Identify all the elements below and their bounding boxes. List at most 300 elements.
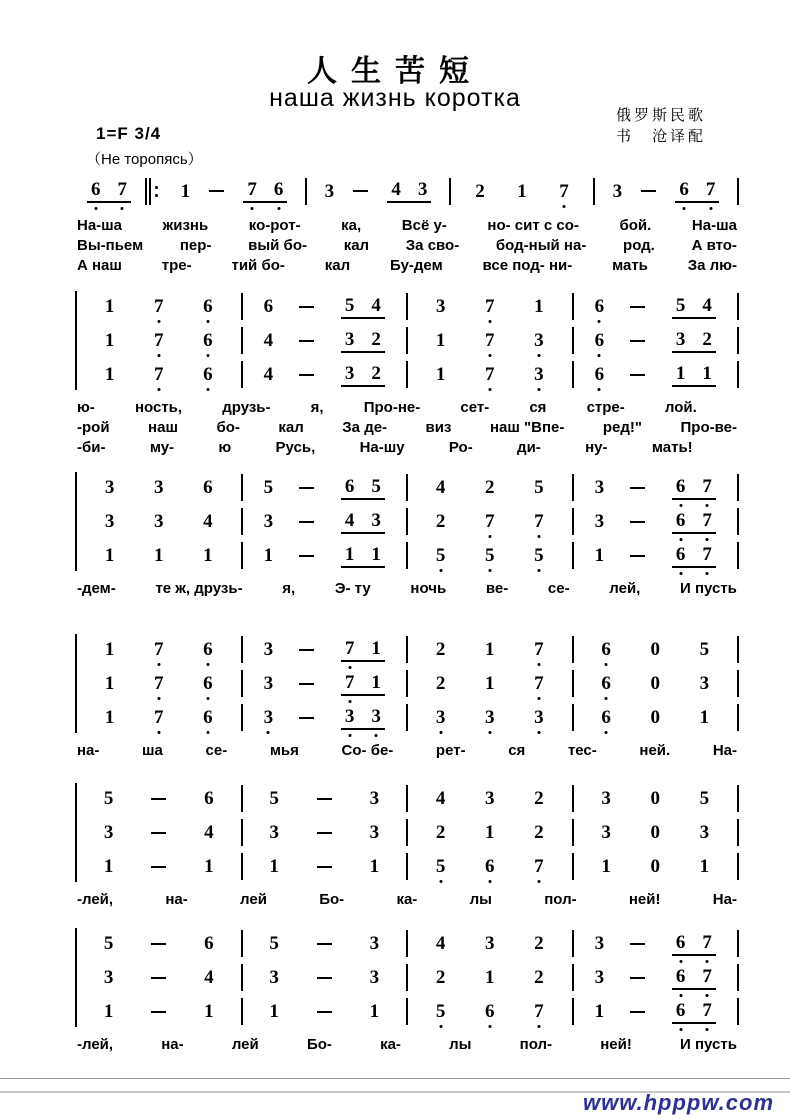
note: 4	[702, 294, 712, 316]
low-octave-dot	[679, 994, 682, 997]
barline	[737, 704, 739, 731]
low-octave-dot	[375, 734, 378, 737]
voice-row	[77, 540, 739, 571]
note: 7	[534, 856, 544, 877]
note: 7	[154, 296, 164, 317]
note: 4	[263, 330, 274, 351]
note: 7	[702, 544, 712, 565]
lyrics-block	[75, 580, 739, 600]
note: 1	[601, 856, 611, 877]
lyric-syllable: А наш	[77, 257, 122, 274]
measure	[408, 673, 572, 694]
low-octave-dot	[206, 731, 209, 734]
low-octave-dot	[157, 320, 160, 323]
voice-rows	[75, 928, 739, 1027]
low-octave-dot	[157, 697, 160, 700]
barline	[737, 474, 739, 501]
low-octave-dot	[488, 731, 491, 734]
low-octave-dot	[679, 960, 682, 963]
note: 2	[435, 511, 446, 532]
note: 3	[263, 639, 274, 660]
lyrics-row	[75, 237, 739, 257]
low-octave-dot	[537, 535, 540, 538]
lyrics-row	[75, 257, 739, 277]
low-octave-dot	[94, 207, 97, 210]
lyrics-row	[75, 580, 739, 600]
watermark: www.hpppw.com	[582, 1090, 774, 1115]
measure	[77, 364, 241, 385]
measure	[243, 1001, 407, 1022]
duration-dash	[299, 649, 314, 651]
note: 4	[435, 933, 446, 954]
note: 1	[484, 822, 495, 843]
low-octave-dot	[206, 354, 209, 357]
lyric-syllable: се-	[547, 580, 570, 597]
duration-dash	[317, 866, 332, 868]
note: 7	[534, 511, 544, 532]
duration-dash	[630, 340, 645, 342]
note: 7	[485, 296, 495, 317]
measure	[408, 639, 572, 660]
note: 6	[595, 364, 605, 385]
note: 3	[371, 706, 381, 727]
note: 3	[345, 706, 355, 727]
duration-dash	[299, 555, 314, 557]
lyric-syllable: лей,	[609, 580, 641, 597]
credits	[616, 105, 706, 147]
lyric-syllable: мья	[269, 742, 299, 759]
lyric-syllable: ю-	[77, 399, 95, 416]
beamed-note-group	[672, 1000, 716, 1024]
note: 0	[650, 639, 660, 660]
duration-dash	[151, 866, 166, 868]
measure	[77, 330, 241, 351]
note: 2	[534, 967, 544, 988]
measure	[243, 476, 407, 500]
lyric-syllable: лы	[469, 891, 492, 908]
low-octave-dot	[537, 697, 540, 700]
note: 7	[706, 179, 716, 200]
voice-row	[77, 702, 739, 733]
note: 5	[269, 788, 279, 809]
note: 1	[103, 856, 114, 877]
low-octave-dot	[537, 388, 540, 391]
low-octave-dot	[679, 572, 682, 575]
low-octave-dot	[157, 388, 160, 391]
note: 3	[324, 180, 335, 202]
beamed-note-group	[672, 510, 716, 534]
system-4	[75, 634, 739, 762]
credit-translator: 书 沧译配	[615, 127, 706, 145]
lyric-syllable: И пусть	[680, 580, 737, 597]
duration-dash	[317, 798, 332, 800]
measure	[574, 707, 738, 728]
note: 4	[263, 364, 274, 385]
lyric-syllable: тес-	[567, 742, 597, 759]
tempo-marking: （Не торопясь）	[86, 151, 203, 168]
duration-dash	[151, 832, 166, 834]
note: 1	[269, 856, 279, 877]
barline	[737, 361, 739, 388]
lyric-syllable: На-ша	[77, 217, 123, 234]
voice-row	[77, 325, 739, 356]
note: 6	[204, 933, 214, 954]
low-octave-dot	[206, 388, 209, 391]
low-octave-dot	[488, 354, 491, 357]
note: 7	[702, 510, 712, 531]
note: 3	[699, 673, 710, 694]
repeat-dot	[155, 186, 158, 189]
note: 6	[203, 364, 213, 385]
low-octave-dot	[277, 207, 280, 210]
note: 3	[594, 477, 605, 498]
note: 6	[203, 639, 213, 660]
note: 3	[601, 822, 611, 843]
lyric-syllable: -лей,	[77, 891, 114, 908]
duration-dash	[151, 1011, 166, 1013]
note: 7	[154, 707, 164, 728]
note: 3	[153, 511, 164, 532]
note: 5	[485, 545, 495, 566]
note: 1	[371, 637, 381, 659]
note: 3	[484, 788, 495, 809]
low-octave-dot	[488, 880, 491, 883]
note: 3	[104, 511, 115, 532]
beamed-note-group	[341, 476, 385, 500]
measure	[408, 296, 572, 317]
note: 1	[484, 639, 495, 660]
beamed-note-group	[672, 476, 716, 500]
lyric-syllable: я,	[282, 580, 296, 597]
lyric-syllable: Со- бе-	[341, 742, 394, 759]
measure	[243, 295, 407, 319]
lyric-syllable: Про-ве-	[680, 419, 737, 436]
note: 1	[104, 673, 115, 694]
note: 3	[369, 788, 380, 809]
measure	[243, 544, 407, 568]
low-octave-dot	[439, 880, 442, 883]
note: 3	[103, 822, 114, 843]
note: 3	[104, 477, 115, 498]
note: 6	[485, 856, 495, 877]
note: 1	[435, 364, 446, 385]
note: 6	[676, 544, 686, 565]
note: 4	[371, 294, 381, 316]
low-octave-dot	[605, 697, 608, 700]
note: 4	[344, 509, 355, 531]
lyric-syllable: жизнь	[162, 217, 209, 234]
note: 0	[650, 822, 660, 843]
note: 1	[534, 296, 544, 317]
system-3	[75, 472, 739, 600]
title-russian: наша жизнь коротка	[269, 84, 521, 112]
repeat-line	[145, 178, 147, 205]
lyric-syllable: Всё у-	[401, 217, 447, 234]
low-octave-dot	[706, 572, 709, 575]
measure	[77, 296, 241, 317]
note: 6	[676, 932, 686, 953]
measure	[243, 363, 407, 387]
key-signature: 1=F 3/4	[96, 124, 162, 143]
lyric-syllable: ну-	[585, 439, 608, 456]
beamed-note-group	[672, 295, 716, 319]
low-octave-dot	[348, 666, 351, 669]
note: 7	[154, 639, 164, 660]
system-5	[75, 783, 739, 911]
note: 3	[534, 707, 544, 728]
lyric-syllable: За де-	[342, 419, 388, 436]
low-octave-dot	[537, 880, 540, 883]
repeat-dots	[155, 186, 158, 197]
measure	[595, 179, 737, 203]
barline	[737, 853, 739, 880]
note: 3	[269, 967, 279, 988]
note: 3	[484, 933, 495, 954]
note: 3	[344, 328, 355, 350]
low-octave-dot	[679, 1028, 682, 1031]
lyric-syllable: А вто-	[691, 237, 737, 254]
note: 1	[263, 545, 274, 566]
note: 7	[485, 364, 495, 385]
measure	[408, 933, 572, 954]
measure	[77, 788, 241, 809]
note: 1	[344, 543, 355, 565]
low-octave-dot	[605, 731, 608, 734]
low-octave-dot	[537, 731, 540, 734]
measure	[243, 510, 407, 534]
lyric-syllable: ся	[529, 399, 547, 416]
lyric-syllable: ред!"	[602, 419, 643, 436]
measure	[574, 673, 738, 694]
low-octave-dot	[706, 994, 709, 997]
lyric-syllable: -лей,	[77, 1036, 114, 1053]
note: 6	[203, 477, 213, 498]
barline	[737, 964, 739, 991]
note: 2	[435, 639, 446, 660]
low-octave-dot	[488, 320, 491, 323]
beamed-note-group	[387, 179, 431, 203]
note: 1	[103, 1001, 114, 1022]
lyric-syllable: на-	[161, 1036, 184, 1053]
note: 6	[344, 475, 355, 497]
measure	[77, 1001, 241, 1022]
measure	[408, 1001, 572, 1022]
note: 5	[436, 545, 446, 566]
duration-dash	[630, 977, 645, 979]
low-octave-dot	[157, 354, 160, 357]
lyric-syllable: те ж, друзь-	[155, 580, 243, 597]
note: 6	[91, 179, 101, 200]
duration-dash	[209, 190, 224, 192]
note: 6	[676, 476, 686, 497]
note: 5	[699, 788, 710, 809]
lyric-syllable: -би-	[77, 439, 106, 456]
note: 3	[435, 296, 446, 317]
note: 7	[247, 179, 257, 200]
note: 7	[345, 672, 355, 693]
lyric-syllable: се-	[205, 742, 228, 759]
measure	[243, 822, 407, 843]
note: 3	[417, 179, 428, 200]
low-octave-dot	[537, 569, 540, 572]
note: 1	[104, 639, 115, 660]
lyrics-row	[75, 419, 739, 439]
note: 3	[263, 673, 274, 694]
low-octave-dot	[206, 663, 209, 666]
lyric-syllable: ка-	[396, 891, 418, 908]
lyric-syllable: Ро-	[448, 439, 473, 456]
duration-dash	[641, 190, 656, 192]
note: 5	[269, 933, 279, 954]
duration-dash	[151, 943, 166, 945]
measure	[451, 181, 593, 202]
note: 7	[702, 932, 712, 953]
measure	[77, 856, 241, 877]
duration-dash	[630, 521, 645, 523]
note: 3	[153, 477, 164, 498]
note: 1	[104, 364, 115, 385]
note: 6	[203, 707, 213, 728]
low-octave-dot	[121, 207, 124, 210]
measure	[243, 706, 407, 730]
duration-dash	[317, 832, 332, 834]
voice-row	[77, 668, 739, 699]
lyrics-row	[75, 891, 739, 911]
lyric-syllable: лей	[231, 1036, 259, 1053]
lyric-syllable: Русь,	[275, 439, 316, 456]
lyric-syllable: Про-не-	[363, 399, 421, 416]
lyric-syllable: друзь-	[222, 399, 271, 416]
note: 5	[534, 477, 544, 498]
barline	[737, 998, 739, 1025]
note: 1	[675, 362, 686, 384]
barline	[737, 785, 739, 812]
note: 3	[369, 933, 380, 954]
note: 1	[369, 1001, 380, 1022]
lyric-syllable: му-	[149, 439, 175, 456]
note: 6	[595, 296, 605, 317]
measure	[408, 822, 572, 843]
note: 2	[371, 362, 381, 384]
note: 3	[594, 933, 605, 954]
note: 1	[484, 967, 495, 988]
note: 1	[594, 1001, 605, 1022]
beamed-note-group	[672, 932, 716, 956]
note: 0	[650, 856, 660, 877]
low-octave-dot	[537, 663, 540, 666]
measure	[75, 179, 143, 203]
note: 1	[180, 180, 191, 202]
low-octave-dot	[206, 697, 209, 700]
note: 3	[263, 511, 274, 532]
lyric-syllable: бой.	[619, 217, 652, 234]
lyric-syllable: виз	[425, 419, 452, 436]
low-octave-dot	[598, 388, 601, 391]
low-octave-dot	[605, 663, 608, 666]
note: 3	[612, 180, 623, 202]
low-octave-dot	[598, 320, 601, 323]
barline	[737, 819, 739, 846]
lyric-syllable: но- сит с со-	[487, 217, 579, 234]
measure	[163, 179, 305, 203]
note: 1	[104, 296, 115, 317]
note: 6	[601, 673, 611, 694]
note: 7	[154, 673, 164, 694]
low-octave-dot	[679, 538, 682, 541]
note: 7	[702, 966, 712, 987]
note: 3	[369, 967, 380, 988]
voice-row	[77, 783, 739, 814]
lyric-syllable: лы	[449, 1036, 472, 1053]
note: 3	[594, 967, 605, 988]
note: 7	[154, 364, 164, 385]
low-octave-dot	[537, 354, 540, 357]
lyric-syllable: Бо-	[306, 1036, 332, 1053]
duration-dash	[299, 521, 314, 523]
note: 1	[371, 543, 381, 565]
measure	[243, 788, 407, 809]
lyric-syllable: На-ша	[691, 217, 737, 234]
lyric-syllable: На-	[712, 742, 737, 759]
lyric-syllable: ве-	[485, 580, 509, 597]
beamed-note-group	[341, 544, 385, 568]
note: 2	[534, 822, 544, 843]
note: 7	[485, 330, 495, 351]
note: 6	[263, 296, 274, 317]
lyric-syllable: род.	[623, 237, 655, 254]
barline	[737, 542, 739, 569]
measure	[574, 639, 738, 660]
beamed-note-group	[672, 544, 716, 568]
lyrics-block	[75, 217, 739, 277]
lyric-syllable: ю	[218, 439, 232, 456]
note: 7	[118, 179, 128, 200]
barline	[737, 670, 739, 697]
lyric-syllable: ней.	[639, 742, 671, 759]
barline	[737, 508, 739, 535]
lyrics-row	[75, 1036, 739, 1056]
voice-row	[75, 174, 739, 208]
lyric-syllable: И пусть	[680, 1036, 737, 1053]
duration-dash	[630, 555, 645, 557]
voice-row	[77, 472, 739, 503]
measure	[408, 511, 572, 532]
note: 1	[204, 856, 214, 877]
duration-dash	[630, 487, 645, 489]
low-octave-dot	[488, 535, 491, 538]
duration-dash	[630, 1011, 645, 1013]
lyric-syllable: ней!	[600, 1036, 632, 1053]
lyric-syllable: Вы-пьем	[77, 237, 144, 254]
note: 3	[269, 822, 279, 843]
note: 5	[263, 477, 274, 498]
note: 5	[675, 294, 686, 316]
lyrics-row	[75, 742, 739, 762]
measure	[574, 856, 738, 877]
note: 7	[534, 1001, 544, 1022]
low-octave-dot	[679, 504, 682, 507]
lyric-syllable: на-	[165, 891, 188, 908]
note: 6	[676, 1000, 686, 1021]
measure	[574, 822, 738, 843]
note: 6	[679, 179, 689, 200]
system-1	[75, 174, 739, 277]
note: 5	[103, 788, 114, 809]
note: 3	[369, 822, 380, 843]
lyric-syllable: все под- ни-	[482, 257, 573, 274]
lyric-syllable: За лю-	[687, 257, 737, 274]
note: 0	[650, 788, 660, 809]
